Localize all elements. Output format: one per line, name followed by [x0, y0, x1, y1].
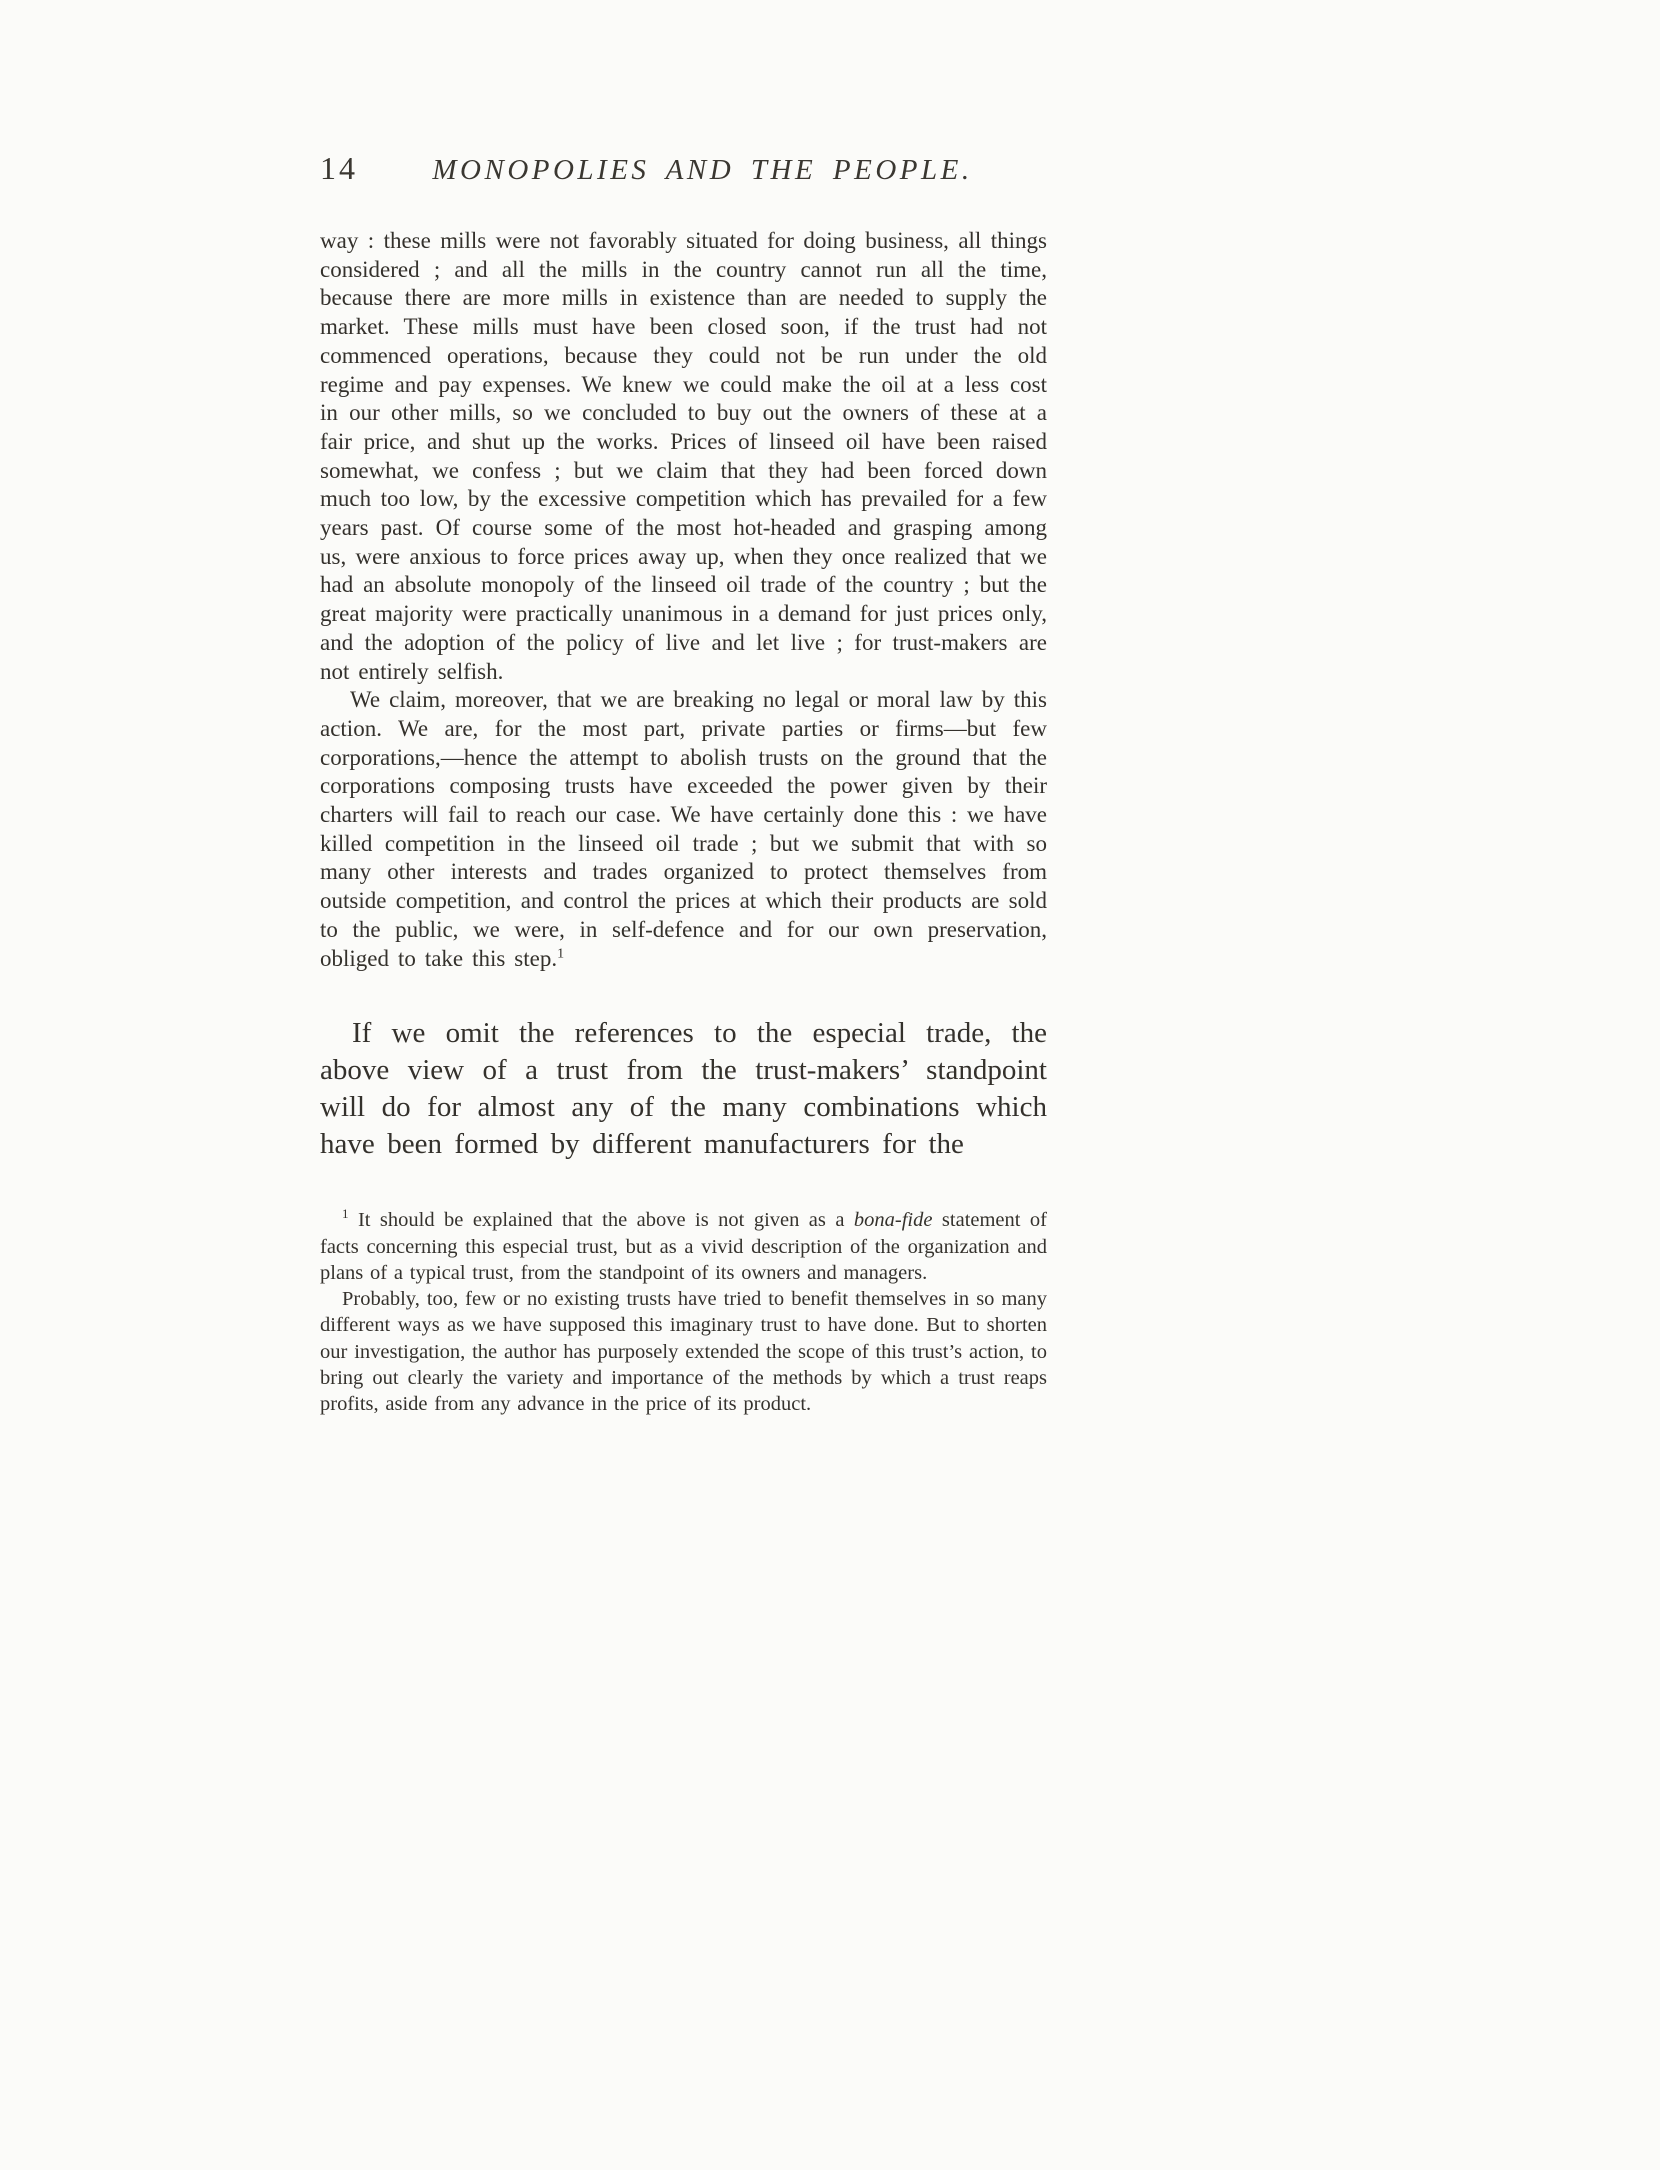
body-paragraph-text: If we omit the references to the especial trade, the above view of a trust from the trust-makers’ standpoint will do for almost any of the many combinations which have been formed by different manufacturers for the — [320, 1017, 1047, 1161]
quoted-passage — [320, 227, 1047, 973]
footnote-2-text: Probably, too, few or no existing trusts have tried to benefit themselves in so many different ways as we have supposed this imaginary trust to have done. But to shorten our investigation, the author has purposely extended the scope of this trust’s action, to bring out clearly the variety and importance of the methods by which a trust reaps profits, aside from any advance in the price of its product. — [320, 1288, 1047, 1416]
quote-paragraph-2-text: We claim, moreover, that we are breaking no legal or moral law by this action. We are, for the most part, private parties or firms—but few corporations,—hence the attempt to abolish trusts on the ground that the corporations composing trusts have exceeded the power given by their charters will fail to reach our case. We have certainly done this : we have killed competition in the linseed oil trade ; but we submit that with so many other interests and trades organized to protect themselves from outside competition, and control the prices at which their products are sold to the public, we were, in self-defence and for our own preservation, obliged to take this step. — [320, 687, 1047, 971]
running-header — [320, 150, 1047, 187]
footnote-reference-1: 1 — [557, 945, 565, 961]
quote-paragraph-1 — [320, 227, 1047, 686]
footnote-1-text-after: statement of facts concerning this especial trust, but as a vivid description of the organization and plans of a typical trust, from the standpoint of its owners and managers. — [320, 1209, 1047, 1284]
quote-paragraph-2 — [320, 686, 1047, 973]
running-header-title: MONOPOLIES AND THE PEOPLE. — [432, 154, 973, 186]
body-paragraph — [320, 1015, 1047, 1163]
footnote-1-text-before: It should be explained that the above is not given as a — [348, 1209, 854, 1232]
text-column — [320, 150, 1047, 1418]
footnotes-section — [320, 1207, 1047, 1417]
quote-paragraph-1-text: way : these mills were not favorably situated for doing business, all things considered ; and all the mills in the country cannot run all the time, because there are more mills in existence than are needed to supply the market. These mills must have been closed soon, if the trust had not commenced operations, because they could not be run under the old regime and pay expenses. We knew we could make the oil at a less cost in our other mills, so we concluded to buy out the owners of these at a fair price, and shut up the works. Prices of linseed oil have been raised somewhat, we confess ; but we claim that they had been forced down much too low, by the excessive competition which has prevailed for a few years past. Of course some of the most hot-headed and grasping among us, were anxious to force prices away up, when they once realized that we had an absolute monopoly of the linseed oil trade of the country ; but the great majority were practically unanimous in a demand for just prices only, and the adoption of the policy of live and let live ; for trust-makers are not entirely selfish. — [320, 228, 1047, 684]
footnote-2 — [320, 1286, 1047, 1417]
footnote-1-italic-term: bona-fide — [853, 1209, 933, 1232]
footnote-1 — [320, 1207, 1047, 1286]
footnote-1-marker: 1 — [342, 1206, 349, 1222]
page-number: 14 — [320, 150, 358, 186]
